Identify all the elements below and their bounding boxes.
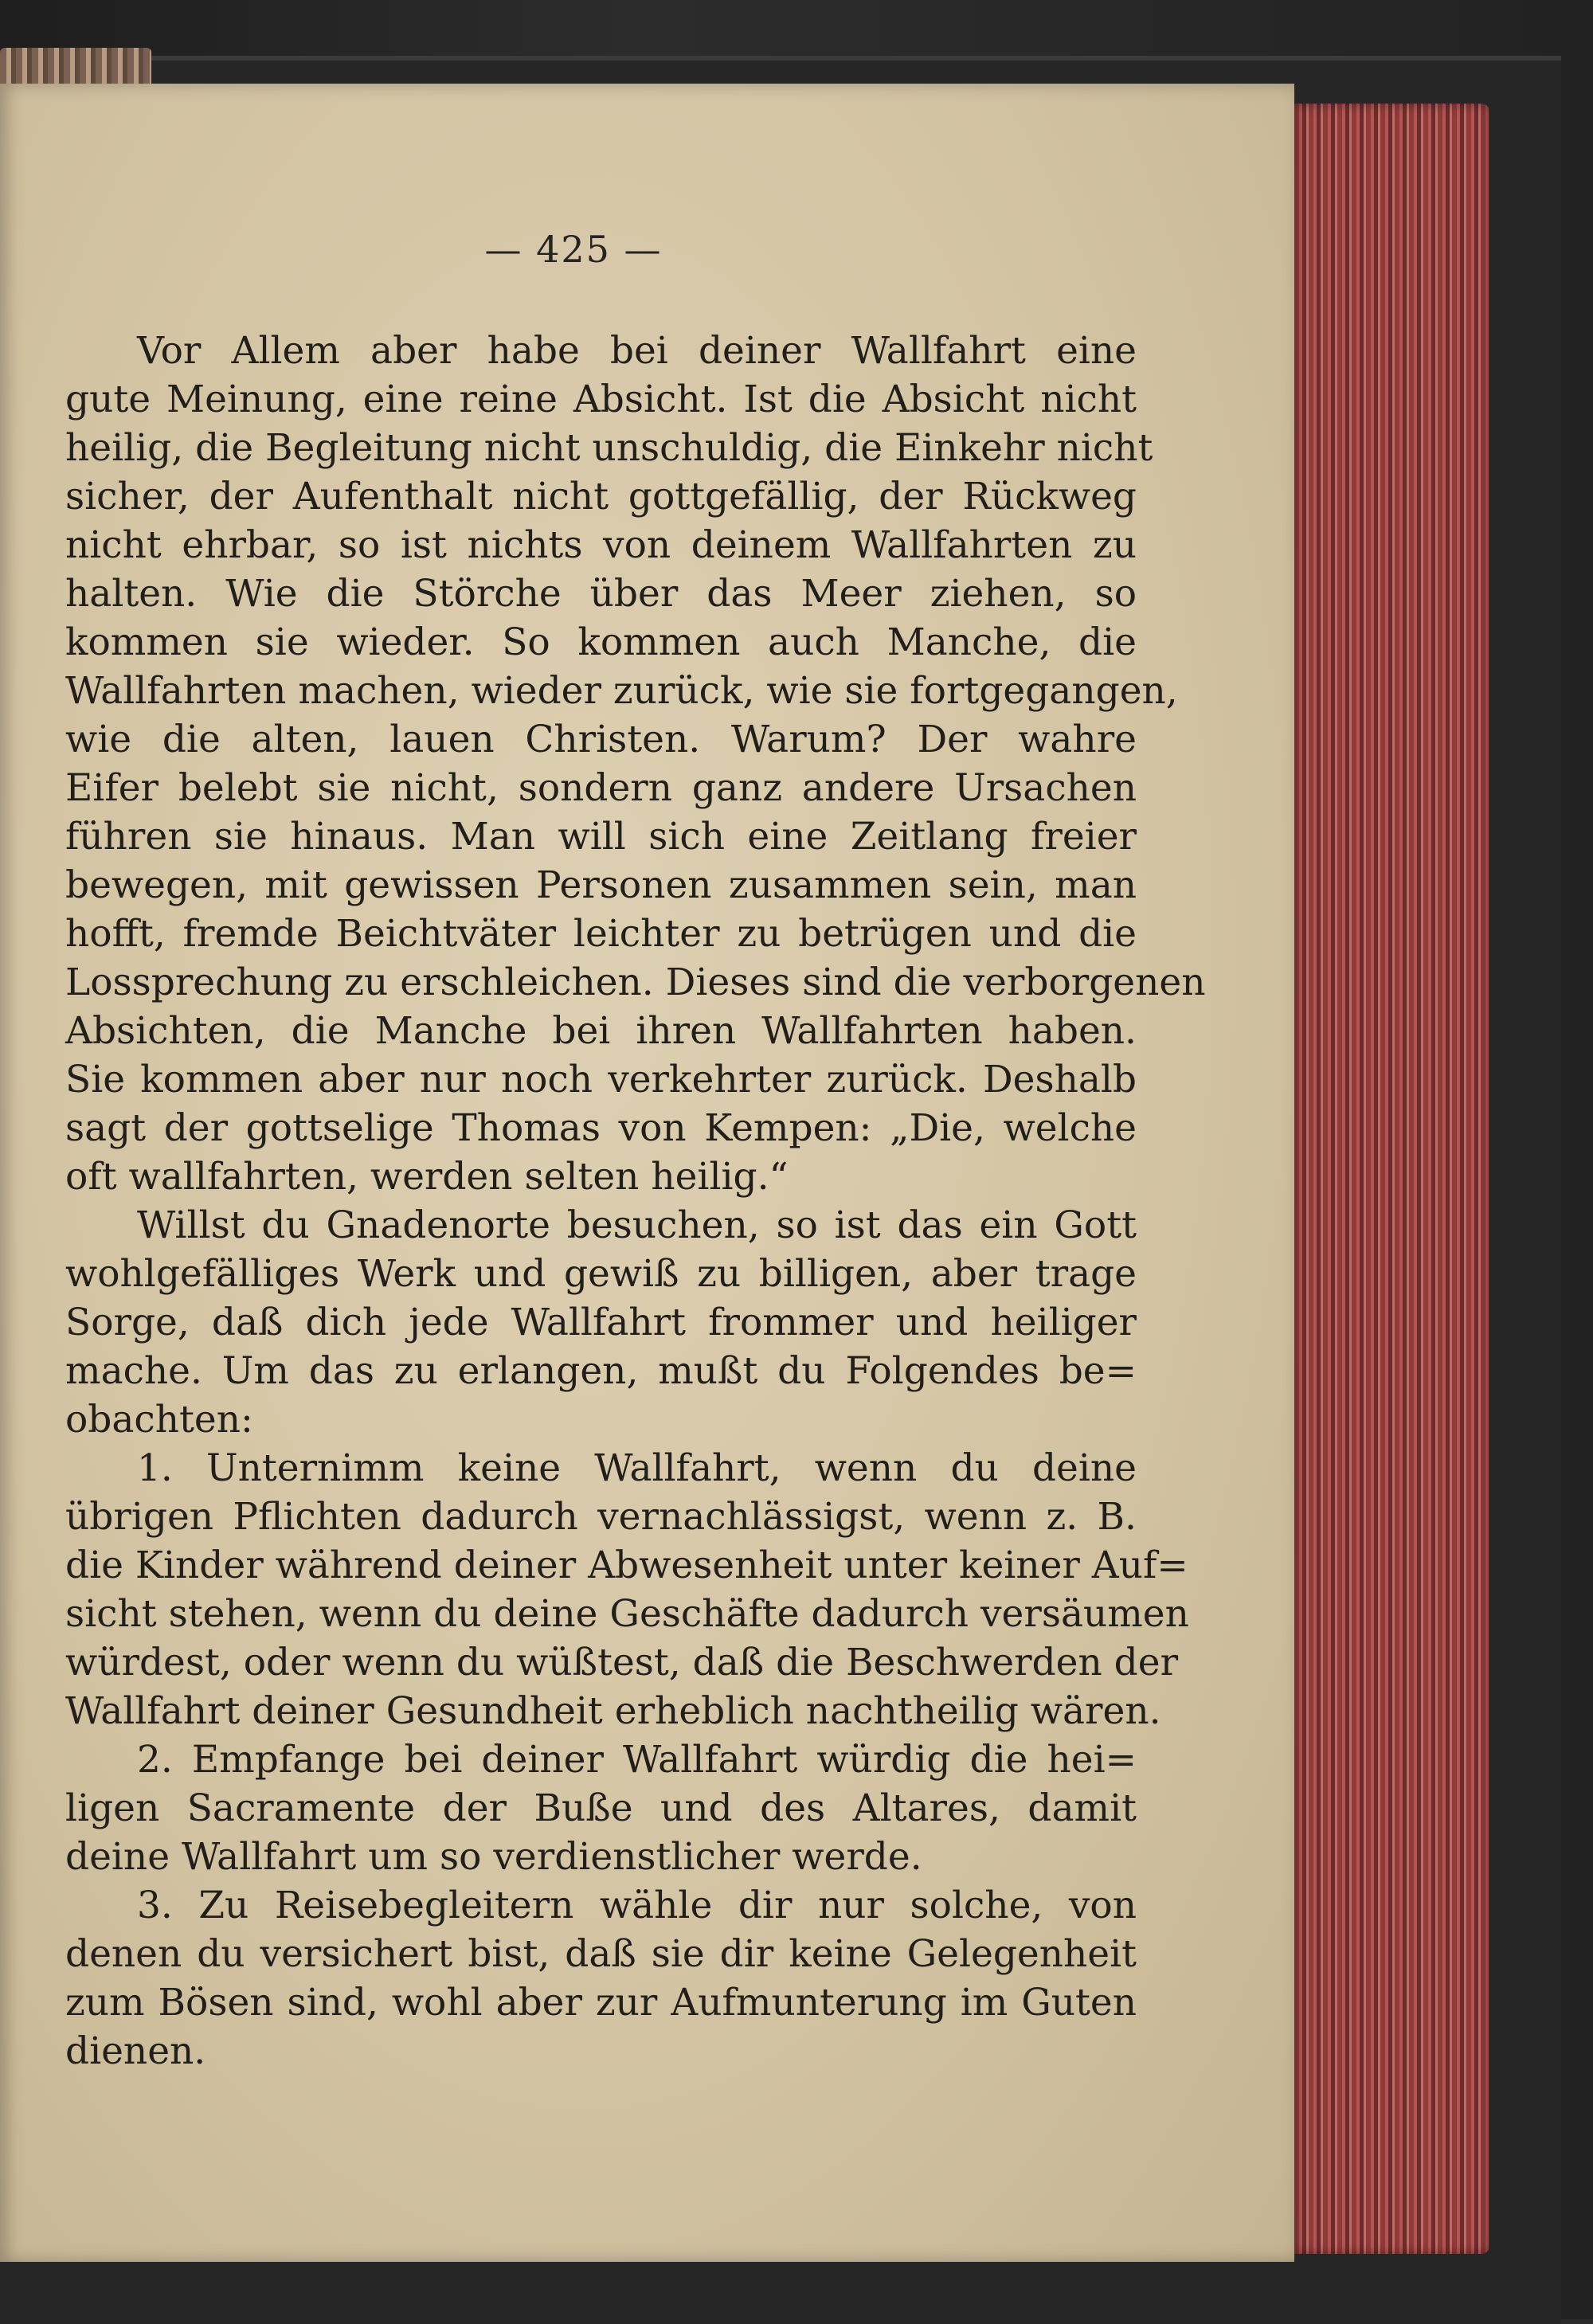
text-line: hofft, fremde Beichtväter leichter zu betrügen und die xyxy=(65,912,1137,956)
paragraph xyxy=(65,327,1206,1201)
text-line: denen du versichert bist, daß sie dir keine Gelegenheit xyxy=(65,1932,1137,1976)
text-line: heilig, die Begleitung nicht unschuldig, die Einkehr nicht xyxy=(65,426,1153,470)
text-line: Lossprechung zu erschleichen. Dieses sind die verborgenen xyxy=(65,961,1206,1004)
text-line: sagt der gottselige Thomas von Kempen: „Die, welche xyxy=(65,1106,1137,1150)
text-line: wohlgefälliges Werk und gewiß zu billigen, aber trage xyxy=(65,1252,1137,1296)
paragraph xyxy=(65,1881,1137,2076)
text-line: Wallfahrt deiner Gesundheit erheblich nachtheilig wären. xyxy=(65,1689,1161,1733)
text-line: zum Bösen sind, wohl aber zur Aufmunterung im Guten xyxy=(65,1981,1137,2025)
text-line: mache. Um das zu erlangen, mußt du Folgendes be= xyxy=(65,1349,1137,1393)
body-text xyxy=(65,327,1206,2076)
text-line: Wallfahrten machen, wieder zurück, wie sie fortgegangen, xyxy=(65,669,1178,713)
text-line: die Kinder während deiner Abwesenheit unter keiner Auf= xyxy=(65,1543,1188,1587)
text-line: 1. Unternimm keine Wallfahrt, wenn du deine xyxy=(137,1446,1137,1490)
text-line: kommen sie wieder. So kommen auch Manche, die xyxy=(65,620,1137,664)
text-line: bewegen, mit gewissen Personen zusammen sein, man xyxy=(65,863,1137,907)
text-line: Sorge, daß dich jede Wallfahrt frommer und heiliger xyxy=(65,1301,1137,1344)
text-line: deine Wallfahrt um so verdienstlicher werde. xyxy=(65,1835,922,1879)
text-line: würdest, oder wenn du wüßtest, daß die Beschwerden der xyxy=(65,1641,1179,1684)
page-edges xyxy=(1294,104,1489,2254)
text-line: führen sie hinaus. Man will sich eine Zeitlang freier xyxy=(65,815,1137,859)
text-line: 2. Empfange bei deiner Wallfahrt würdig die hei= xyxy=(137,1738,1137,1782)
text-line: Vor Allem aber habe bei deiner Wallfahrt eine xyxy=(137,329,1137,373)
paragraph xyxy=(65,1735,1137,1881)
text-line: Eifer belebt sie nicht, sondern ganz andere Ursachen xyxy=(65,766,1137,810)
text-line: dienen. xyxy=(65,2029,206,2073)
text-line: Absichten, die Manche bei ihren Wallfahrten haben. xyxy=(65,1009,1137,1053)
text-line: halten. Wie die Störche über das Meer ziehen, so xyxy=(65,572,1137,616)
text-line: Sie kommen aber nur noch verkehrter zurück. Deshalb xyxy=(65,1058,1137,1101)
text-line: 3. Zu Reisebegleitern wähle dir nur solche, von xyxy=(137,1884,1137,1927)
text-line: oft wallfahrten, werden selten heilig.“ xyxy=(65,1155,789,1199)
text-line: ligen Sacramente der Buße und des Altares, damit xyxy=(65,1786,1137,1830)
text-line: wie die alten, lauen Christen. Warum? Der wahre xyxy=(65,718,1137,761)
text-line: nicht ehrbar, so ist nichts von deinem Wallfahrten zu xyxy=(65,523,1137,567)
text-line: gute Meinung, eine reine Absicht. Ist die Absicht nicht xyxy=(65,378,1137,421)
page-number: — 425 — xyxy=(484,228,663,271)
text-line: sicher, der Aufenthalt nicht gottgefällig, der Rückweg xyxy=(65,475,1137,518)
paragraph xyxy=(65,1201,1137,1444)
text-line: übrigen Pflichten dadurch vernachlässigst, wenn z. B. xyxy=(65,1495,1137,1539)
text-line: sicht stehen, wenn du deine Geschäfte dadurch versäumen xyxy=(65,1592,1189,1636)
text-line: Willst du Gnadenorte besuchen, so ist das ein Gott xyxy=(137,1203,1137,1247)
paragraph xyxy=(65,1444,1189,1735)
text-line: obachten: xyxy=(65,1398,253,1442)
